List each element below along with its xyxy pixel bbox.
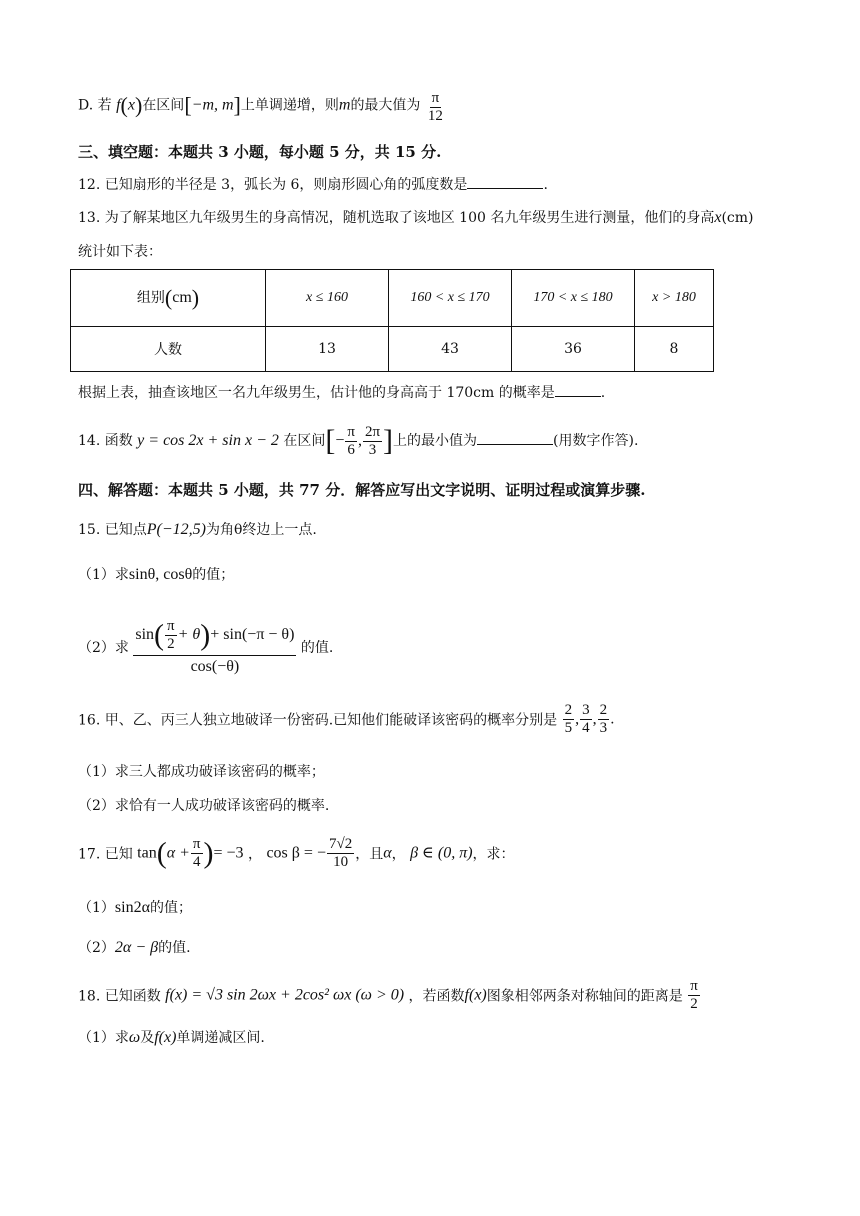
q17-part-2: （2）2α − β的值. xyxy=(78,939,191,956)
question-13-after: 根据上表，抽查该地区一名九年级男生，估计他的身高高于 170cm 的概率是 . xyxy=(78,382,605,403)
answer-blank xyxy=(555,382,601,397)
question-16: 16. 甲、乙、丙三人独立地破译一份密码.已知他们能破译该密码的概率分别是 $\frac{2}{5}$ , $\frac{3}{4}$ , $\frac{2}{3}$ . xyxy=(78,702,615,736)
table-header: 160 < x ≤ 170 xyxy=(389,270,512,327)
q11d-interval: −m, m xyxy=(191,96,234,114)
q15-big-fraction: sin( $\frac{\pi}{2}$ + θ)+ sin(−π − θ) cos(−θ) xyxy=(135,618,295,675)
q16-frac-3: $\frac{2}{3}$ xyxy=(599,702,608,736)
section-4-heading: 四、解答题：本题共 5 小题，共 77 分．解答应写出文字说明、证明过程或演算步骤. xyxy=(78,481,646,499)
question-14: 14. 函数 y = cos 2x + sin x − 2 在区间[− $\frac{\pi}{6}$ , $\frac{2\pi}{3}$ ]上的最小值为 (用数字作答). xyxy=(78,423,639,458)
q16-frac-2: $\frac{3}{4}$ xyxy=(582,702,590,736)
table-header: 170 < x ≤ 180 xyxy=(512,270,635,327)
question-12: 12. 已知扇形的半径是 3，弧长为 6，则扇形圆心角的弧度数是 . xyxy=(78,174,548,195)
table-cell: 13 xyxy=(266,327,389,372)
q11d-f: f xyxy=(116,96,121,114)
question-13-line1: 13. 为了解某地区九年级男生的身高情况，随机选取了该地区 100 名九年级男生进行测量，他们的身高x(cm) xyxy=(78,209,754,226)
table-header: x ≤ 160 xyxy=(266,270,389,327)
table-header-group: 组别(cm) xyxy=(71,270,266,327)
answer-blank xyxy=(477,430,553,445)
q18-part-1: （1）求ω及f(x)单调递减区间. xyxy=(78,1029,265,1046)
question-15: 15. 已知点P(−12,5)为角θ终边上一点. xyxy=(78,521,317,538)
q11-option-d: D. 若 f(x)在区间[−m, m]上单调递增，则m的最大值为 $\frac{\pi}{12}$ xyxy=(78,90,443,124)
question-13-line2: 统计如下表： xyxy=(78,244,162,260)
question-17: 17. 已知 tan(α + $\frac{\pi}{4}$ )= −3 ， cos β = − $\frac{7√2}{10}$ ，且α， β ∈ (0, π)，求： xyxy=(78,836,515,870)
q15-part-2: （2）求 sin( $\frac{\pi}{2}$ + θ)+ sin(−π − θ) cos(−θ) 的值. xyxy=(78,618,334,675)
q17-part-1: （1）sin2α的值； xyxy=(78,899,192,916)
table-cell: 36 xyxy=(512,327,635,372)
q17-cos-fraction: $\frac{7√2}{10}$ xyxy=(328,836,353,870)
height-table xyxy=(70,269,714,372)
q11d-fraction: $\frac{\pi}{12}$ xyxy=(427,90,443,124)
table-cell: 8 xyxy=(635,327,714,372)
q14-function: y = cos 2x + sin x − 2 xyxy=(137,432,279,449)
q14-frac-a: $\frac{\pi}{6}$ xyxy=(347,423,355,458)
q15-point: P(−12,5) xyxy=(146,521,206,538)
table-cell: 43 xyxy=(389,327,512,372)
table-row-label: 人数 xyxy=(71,327,266,372)
q18-fraction: $\frac{\pi}{2}$ xyxy=(690,978,698,1012)
q16-part-1: （1）求三人都成功破译该密码的概率； xyxy=(78,764,325,780)
q16-part-2: （2）求恰有一人成功破译该密码的概率. xyxy=(78,798,330,814)
question-18: 18. 已知函数 f(x) = √3 sin 2ωx + 2cos² ωx (ω > 0) ，若函数f(x)图象相邻两条对称轴间的距离是 $\frac{\pi}{2}$ xyxy=(78,978,698,1012)
q14-frac-b: $\frac{2\pi}{3}$ xyxy=(364,423,381,458)
q18-function: f(x) = √3 sin 2ωx + 2cos² ωx (ω > 0) xyxy=(165,986,405,1004)
answer-blank xyxy=(467,174,543,189)
section-3-heading: 三、填空题：本题共 3 小题，每小题 5 分，共 15 分. xyxy=(78,143,442,161)
table-header: x > 180 xyxy=(635,270,714,327)
q16-frac-1: $\frac{2}{5}$ xyxy=(564,702,573,736)
q15-part-1: （1）求sinθ, cosθ的值； xyxy=(78,566,235,583)
